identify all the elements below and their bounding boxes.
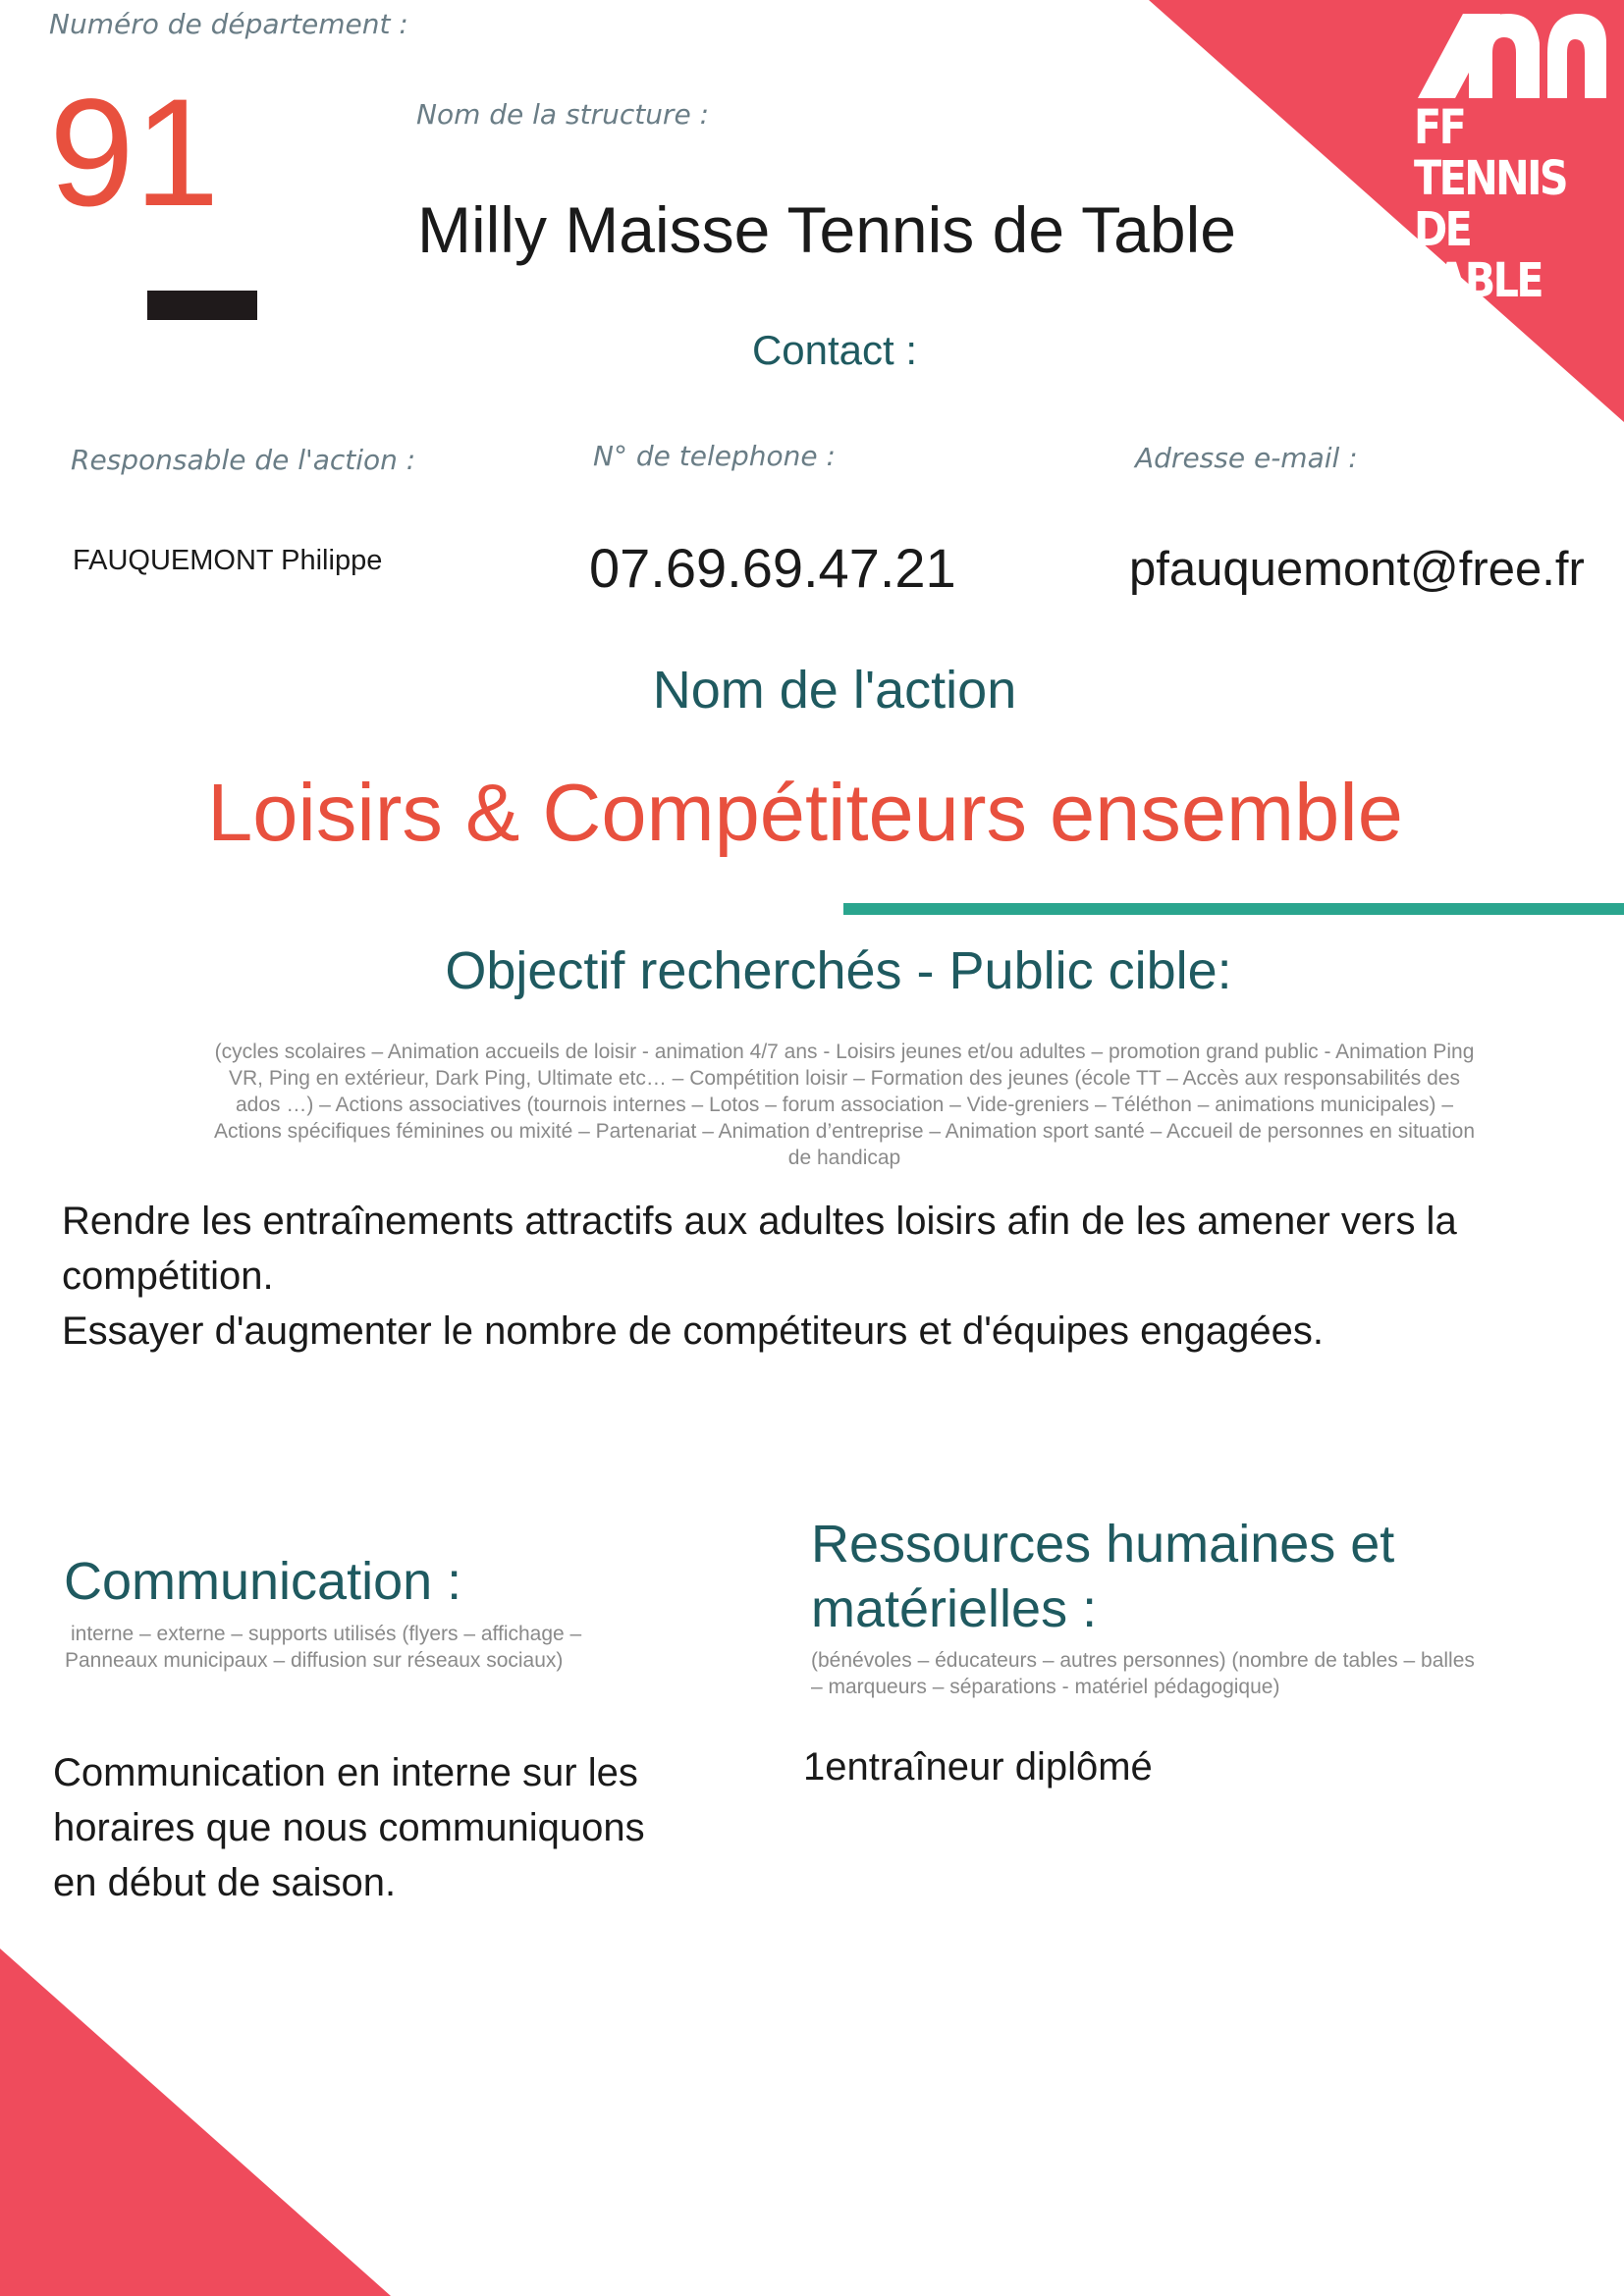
ressources-hint <box>811 1647 1577 1700</box>
ressources-heading <box>811 1512 1394 1641</box>
objectif-hint-line: (cycles scolaires – Animation accueils de loisir - animation 4/7 ans - Loisirs jeunes et/ou adultes – promotion grand public - Animation Ping <box>214 1041 1475 1063</box>
objectif-text <box>62 1194 1594 1359</box>
fftt-logo <box>1414 14 1606 308</box>
dept-label: Numéro de département : <box>49 8 408 40</box>
logo-line-2: DE TABLE <box>1414 202 1542 308</box>
objectif-text-line: Essayer d'augmenter le nombre de compétiteurs et d'équipes engagées. <box>62 1309 1324 1353</box>
objectif-hint-line: Actions spécifiques féminines ou mixité – Partenariat – Animation d’entreprise – Animation sport santé – Accueil de personnes en situation <box>213 1120 1476 1143</box>
fftt-logo-text <box>1414 102 1583 306</box>
fftt-logo-mark-icon <box>1418 14 1606 98</box>
dept-bar <box>147 291 257 320</box>
action-name: Loisirs & Compétiteurs ensemble <box>207 767 1403 858</box>
structure-label: Nom de la structure : <box>416 98 710 131</box>
responsable-value: FAUQUEMONT Philippe <box>73 545 383 576</box>
phone-value: 07.69.69.47.21 <box>589 537 956 599</box>
communication-text-line: en début de saison. <box>53 1861 397 1904</box>
dept-number: 91 <box>49 68 220 239</box>
email-label: Adresse e-mail : <box>1135 442 1358 474</box>
objectif-text-line: compétition. <box>62 1255 274 1298</box>
objectif-hint-line: VR, Ping en extérieur, Dark Ping, Ultimate etc… – Compétition loisir – Formation des jeunes (école TT – Accès aux responsabilités des <box>229 1067 1460 1090</box>
contact-heading: Contact : <box>751 327 918 373</box>
section-divider <box>843 903 1624 915</box>
ressources-text: 1entraîneur diplômé <box>803 1745 1153 1789</box>
objectif-hint-line: ados …) – Actions associatives (tournois internes – Lotos – forum association – Vide-greniers – Téléthon – animations municipales) – <box>235 1094 1454 1116</box>
communication-text-line: horaires que nous communiquons <box>53 1806 645 1849</box>
communication-text-line: Communication en interne sur les <box>53 1751 638 1794</box>
structure-name: Milly Maisse Tennis de Table <box>417 193 1236 266</box>
corner-decoration-bottom-left <box>0 1949 391 2296</box>
ressources-hint-line: – marqueurs – séparations - matériel pédagogique) <box>811 1676 1280 1698</box>
ressources-heading-line: Ressources humaines et <box>811 1515 1395 1574</box>
action-heading: Nom de l'action <box>652 661 1017 720</box>
ressources-hint-line: (bénévoles – éducateurs – autres personnes) (nombre de tables – balles <box>811 1649 1475 1672</box>
responsable-label: Responsable de l'action : <box>71 444 416 476</box>
communication-text <box>53 1745 760 1910</box>
objectif-text-line: Rendre les entraînements attractifs aux adultes loisirs afin de les amener vers la <box>62 1200 1457 1243</box>
objectif-heading: Objectif recherchés - Public cible: <box>445 941 1232 1000</box>
objectif-hint-line: de handicap <box>787 1147 901 1169</box>
communication-hint-line: Panneaux municipaux – diffusion sur réseaux sociaux) <box>65 1649 564 1672</box>
logo-line-1: FF TENNIS <box>1414 100 1567 206</box>
communication-hint <box>65 1621 752 1674</box>
objectif-hint <box>147 1039 1542 1171</box>
phone-label: N° de telephone : <box>593 440 836 472</box>
email-value: pfauquemont@free.fr <box>1129 543 1585 596</box>
ressources-heading-line: matérielles : <box>811 1579 1098 1638</box>
communication-heading: Communication : <box>64 1552 462 1611</box>
communication-hint-line: interne – externe – supports utilisés (flyers – affichage – <box>71 1623 582 1645</box>
